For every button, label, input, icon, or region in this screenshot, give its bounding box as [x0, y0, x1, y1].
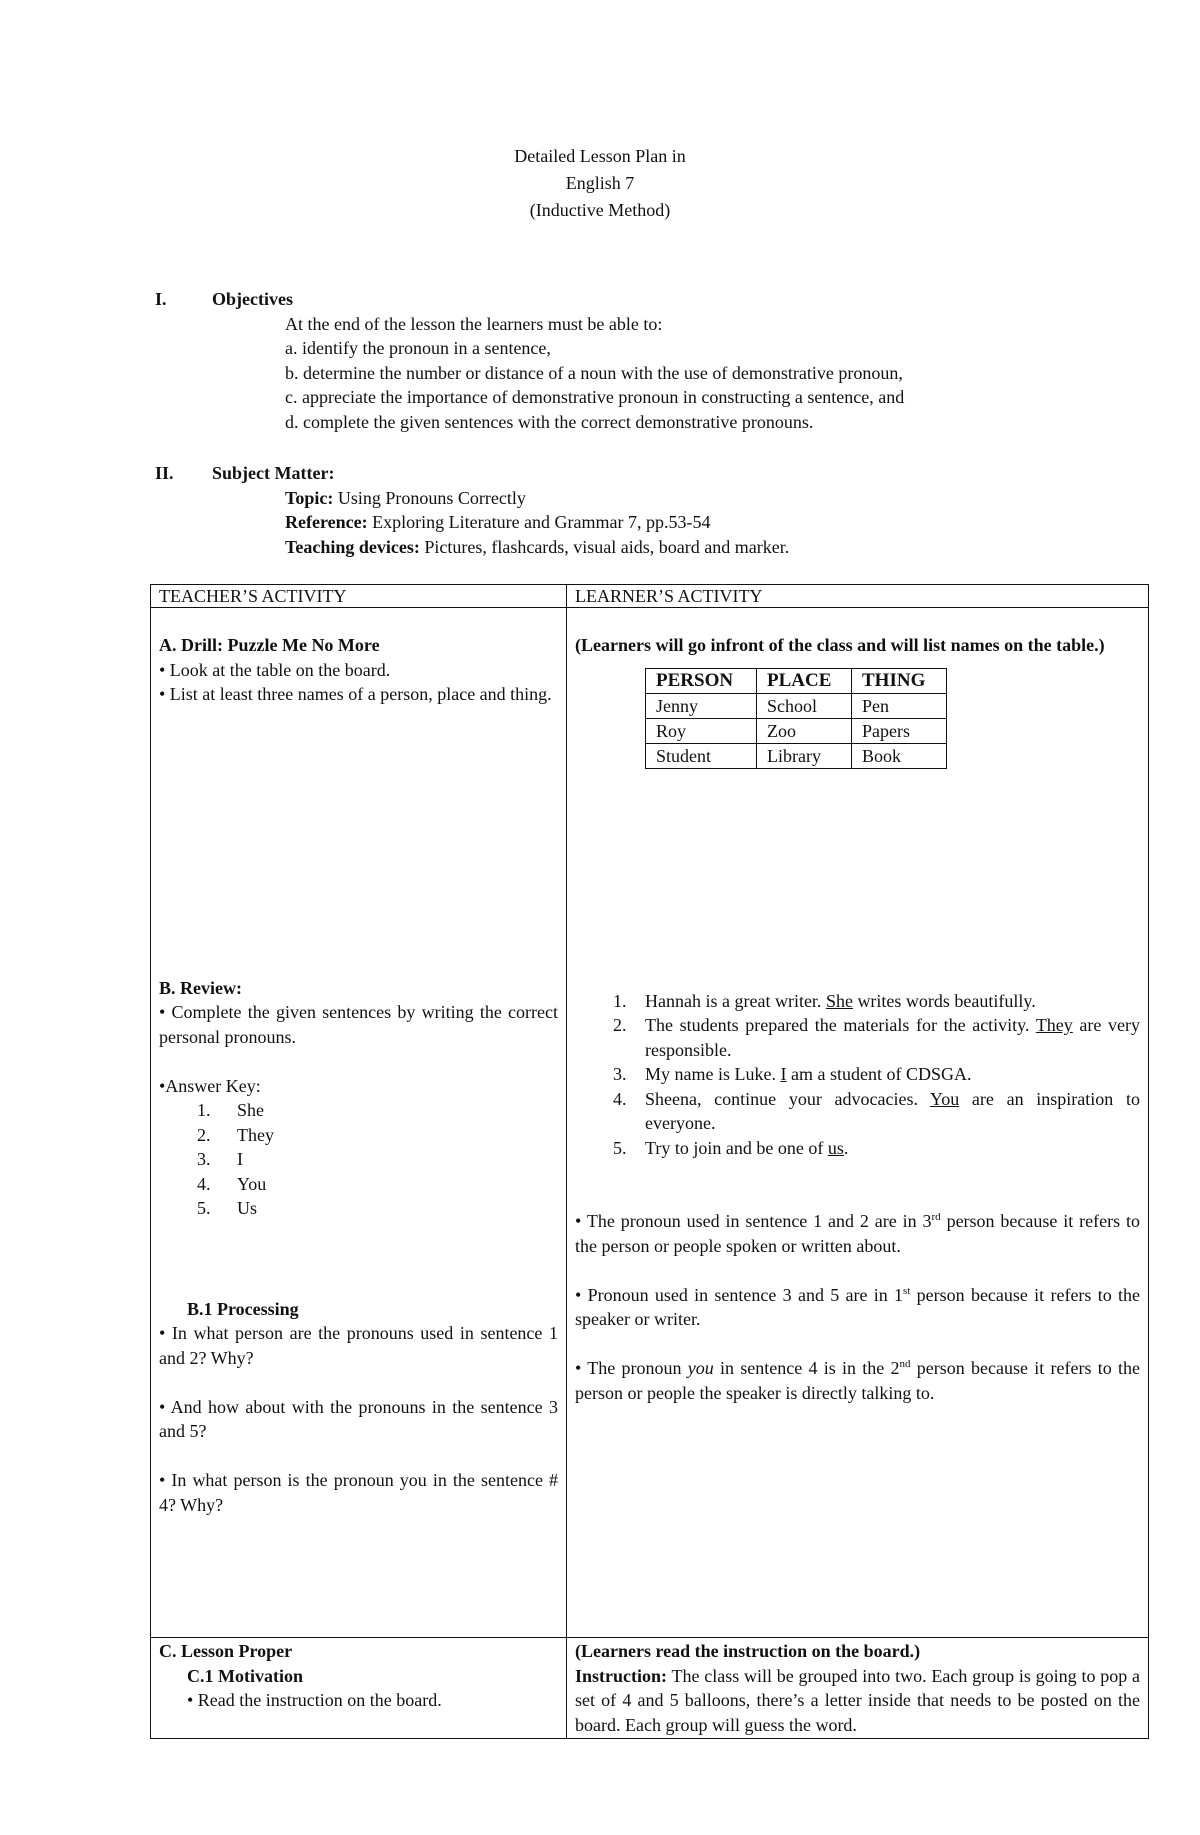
title-line-3: (Inductive Method): [529, 200, 671, 220]
drill-learner-note: (Learners will go infront of the class and will list names on the table.): [575, 635, 1105, 655]
processing-answer: • The pronoun you in sentence 4 is in the 2nd person because it refers to the person or people the speaker is directly talking to.: [575, 1358, 1140, 1403]
reference-value: Exploring Literature and Grammar 7, pp.53-54: [367, 512, 711, 532]
table-cell: Student: [646, 743, 757, 768]
topic-line: [285, 486, 789, 511]
review-sentence: 4. Sheena, continue your advocacies. You are an inspiration to everyone.: [613, 1088, 1140, 1133]
table-cell: Roy: [646, 718, 757, 743]
teacher-column: [151, 1638, 567, 1739]
table-cell: Jenny: [646, 693, 757, 718]
reference-label: Reference:: [285, 512, 368, 532]
table-cell: Zoo: [757, 718, 852, 743]
document-title: [0, 143, 1200, 224]
objective-item: b. determine the number or distance of a noun with the use of demonstrative pronoun,: [285, 362, 903, 383]
drill-title: A. Drill: Puzzle Me No More: [159, 635, 380, 655]
activity-table-header: [151, 585, 1149, 608]
objectives-intro: At the end of the lesson the learners must be able to:: [285, 313, 663, 334]
lesson-learner-note: (Learners read the instruction on the board.): [575, 1641, 921, 1661]
objectives-heading: Objectives: [212, 289, 293, 309]
inner-table-row: [646, 693, 947, 718]
answer-key-list: [159, 1098, 558, 1221]
review-title: B. Review:: [159, 977, 242, 998]
objective-item: a. identify the pronoun in a sentence,: [285, 338, 551, 358]
learner-activity-header: LEARNER’S ACTIVITY: [567, 585, 1149, 608]
table-cell: Library: [757, 743, 852, 768]
teacher-activity-header: TEACHER’S ACTIVITY: [151, 585, 567, 608]
topic-value: Using Pronouns Correctly: [333, 487, 526, 508]
table-cell: Book: [852, 743, 947, 768]
processing-question: • In what person is the pronoun you in the sentence # 4? Why?: [159, 1470, 558, 1515]
table-cell: Pen: [852, 693, 947, 718]
lesson-proper-row: [151, 1638, 1149, 1739]
topic-label: Topic:: [285, 487, 334, 508]
answer-key-item: 4. You: [197, 1173, 267, 1194]
lesson-instruction: Instruction: The class will be grouped into two. Each group is going to pop a set of 4 and 5 balloons, there’s a letter inside that needs to be posted on the board. Each group will guess the word.: [575, 1665, 1140, 1735]
inner-table-row: [646, 743, 947, 768]
inner-table-header: [646, 668, 947, 693]
subject-number: II.: [155, 463, 174, 483]
subject-heading: Subject Matter:: [212, 463, 335, 483]
processing-answer: • The pronoun used in sentence 1 and 2 are in 3rd person because it refers to the person or people spoken or written about.: [575, 1211, 1140, 1256]
review-sentence: 2. The students prepared the materials for the activity. They are very responsible.: [613, 1015, 1140, 1060]
answer-key-item: 1. She: [197, 1100, 264, 1120]
learner-column: [567, 1638, 1149, 1739]
objectives-number: I.: [155, 289, 167, 309]
processing-title: B.1 Processing: [187, 1298, 299, 1319]
drill-bullet: • List at least three names of a person, place and thing.: [159, 684, 552, 704]
review-sentence: 5. Try to join and be one of us.: [613, 1137, 849, 1158]
motivation-title: C.1 Motivation: [187, 1665, 303, 1686]
drill-bullet: • Look at the table on the board.: [159, 659, 391, 680]
devices-value: Pictures, flashcards, visual aids, board and marker.: [419, 536, 790, 557]
objective-item: c. appreciate the importance of demonstrative pronoun in constructing a sentence, and: [285, 387, 905, 407]
person-place-thing-table: [645, 668, 947, 769]
processing-question: • In what person are the pronouns used in sentence 1 and 2? Why?: [159, 1323, 558, 1368]
thing-header: THING: [852, 668, 947, 693]
title-line-1: Detailed Lesson Plan in: [514, 146, 686, 166]
answer-key-item: 2. They: [197, 1124, 274, 1145]
inner-table-row: [646, 718, 947, 743]
review-instruction: • Complete the given sentences by writing the correct personal pronouns.: [159, 1002, 558, 1047]
teacher-column: [151, 608, 567, 1638]
answer-key-item: 3. I: [197, 1149, 243, 1169]
devices-line: [285, 535, 789, 560]
devices-label: Teaching devices:: [285, 536, 420, 557]
answer-key-label: •Answer Key:: [159, 1075, 261, 1096]
reference-line: [285, 510, 789, 535]
table-cell: Papers: [852, 718, 947, 743]
objective-item: d. complete the given sentences with the correct demonstrative pronouns.: [285, 411, 814, 432]
drill-review-row: [151, 608, 1149, 1638]
person-header: PERSON: [646, 668, 757, 693]
place-header: PLACE: [757, 668, 852, 693]
review-sentences-list: [575, 989, 1140, 1161]
table-cell: School: [757, 693, 852, 718]
motivation-bullet: • Read the instruction on the board.: [187, 1690, 442, 1710]
activity-table: [150, 584, 1149, 1739]
processing-answer: • Pronoun used in sentence 3 and 5 are in 1st person because it refers to the speaker or writer.: [575, 1284, 1140, 1329]
lesson-proper-title: C. Lesson Proper: [159, 1641, 293, 1661]
review-sentence: 1. Hannah is a great writer. She writes words beautifully.: [613, 990, 1036, 1011]
learner-column: [567, 608, 1149, 1638]
review-sentence: 3. My name is Luke. I am a student of CDSGA.: [613, 1064, 972, 1084]
title-line-2: English 7: [565, 173, 635, 193]
processing-question: • And how about with the pronouns in the sentence 3 and 5?: [159, 1396, 558, 1441]
answer-key-item: 5. Us: [197, 1198, 258, 1218]
